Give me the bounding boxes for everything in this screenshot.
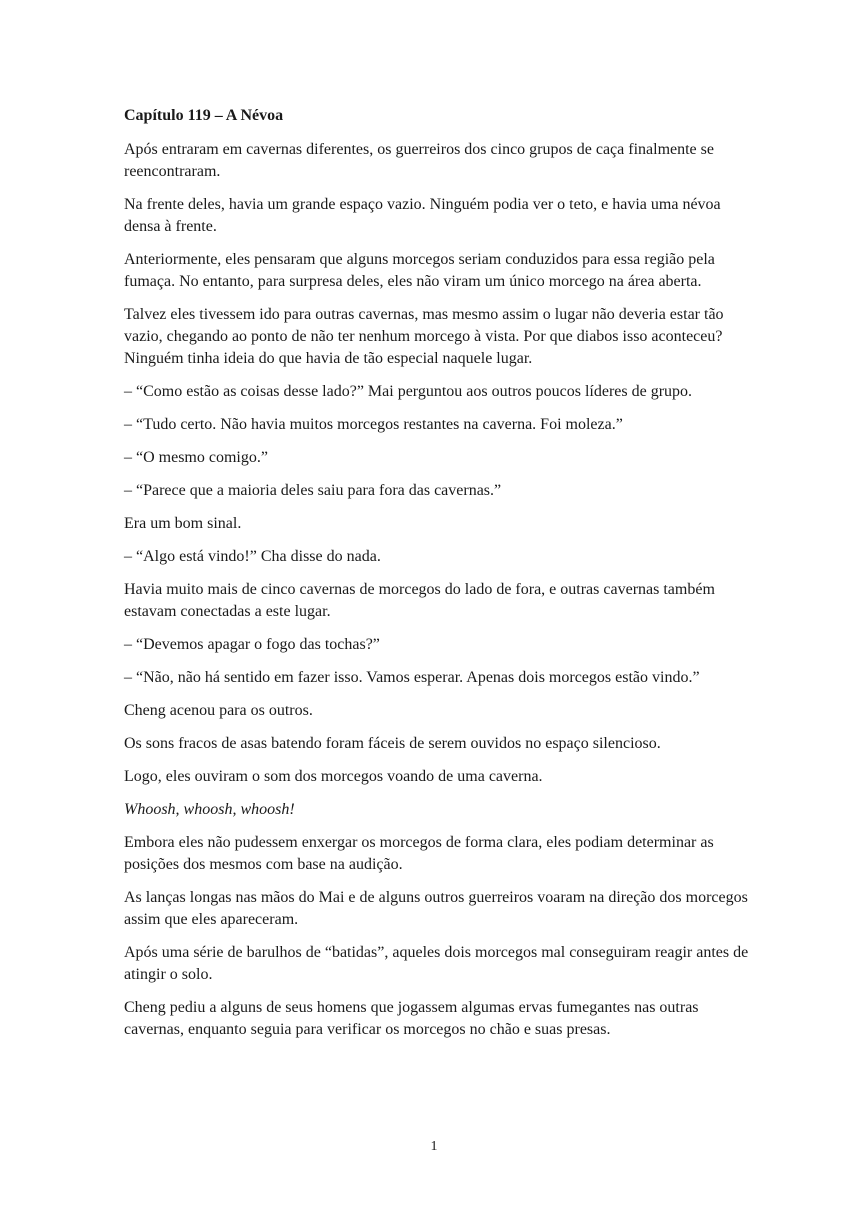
paragraph: Whoosh, whoosh, whoosh! <box>124 801 295 818</box>
paragraph: Embora eles não pudessem enxergar os morcegos de forma clara, eles podiam determinar as posições dos mesmos com base na audição. <box>124 834 714 873</box>
paragraph: – “Algo está vindo!” Cha disse do nada. <box>124 548 381 565</box>
paragraph: Cheng acenou para os outros. <box>124 702 313 719</box>
page-number: 1 <box>430 1139 438 1154</box>
paragraph: – “Não, não há sentido em fazer isso. Vamos esperar. Apenas dois morcegos estão vindo.” <box>124 669 700 686</box>
paragraph: Na frente deles, havia um grande espaço vazio. Ninguém podia ver o teto, e havia uma névoa densa à frente. <box>124 196 721 235</box>
paragraph: Era um bom sinal. <box>124 515 242 532</box>
paragraph: Os sons fracos de asas batendo foram fáceis de serem ouvidos no espaço silencioso. <box>124 735 661 752</box>
paragraph: – “Devemos apagar o fogo das tochas?” <box>124 636 380 653</box>
chapter-title: Capítulo 119 – A Névoa <box>124 107 284 124</box>
paragraph: As lanças longas nas mãos do Mai e de alguns outros guerreiros voaram na direção dos morcegos assim que eles apareceram. <box>124 889 748 928</box>
document-page <box>124 105 756 1052</box>
paragraph: Anteriormente, eles pensaram que alguns morcegos seriam conduzidos para essa região pela fumaça. No entanto, para surpresa deles, eles não viram um único morcego na área aberta. <box>124 251 715 290</box>
paragraph-list <box>124 139 756 1041</box>
paragraph: – “O mesmo comigo.” <box>124 449 268 466</box>
paragraph: – “Como estão as coisas desse lado?” Mai perguntou aos outros poucos líderes de grupo. <box>124 383 693 400</box>
paragraph: Havia muito mais de cinco cavernas de morcegos do lado de fora, e outras cavernas também estavam conectadas a este lugar. <box>124 581 715 620</box>
paragraph: Talvez eles tivessem ido para outras cavernas, mas mesmo assim o lugar não deveria estar tão vazio, chegando ao ponto de não ter nenhum morcego à vista. Por que diabos isso aconteceu? Ninguém tinha ideia do que havia de tão especial naquele lugar. <box>124 306 724 367</box>
paragraph: Logo, eles ouviram o som dos morcegos voando de uma caverna. <box>124 768 543 785</box>
paragraph: – “Tudo certo. Não havia muitos morcegos restantes na caverna. Foi moleza.” <box>124 416 623 433</box>
paragraph: Após entraram em cavernas diferentes, os guerreiros dos cinco grupos de caça finalmente se reencontraram. <box>124 141 714 180</box>
paragraph: Cheng pediu a alguns de seus homens que jogassem algumas ervas fumegantes nas outras cavernas, enquanto seguia para verificar os morcegos no chão e suas presas. <box>124 999 699 1038</box>
paragraph: – “Parece que a maioria deles saiu para fora das cavernas.” <box>124 482 502 499</box>
paragraph: Após uma série de barulhos de “batidas”, aqueles dois morcegos mal conseguiram reagir antes de atingir o solo. <box>124 944 749 983</box>
